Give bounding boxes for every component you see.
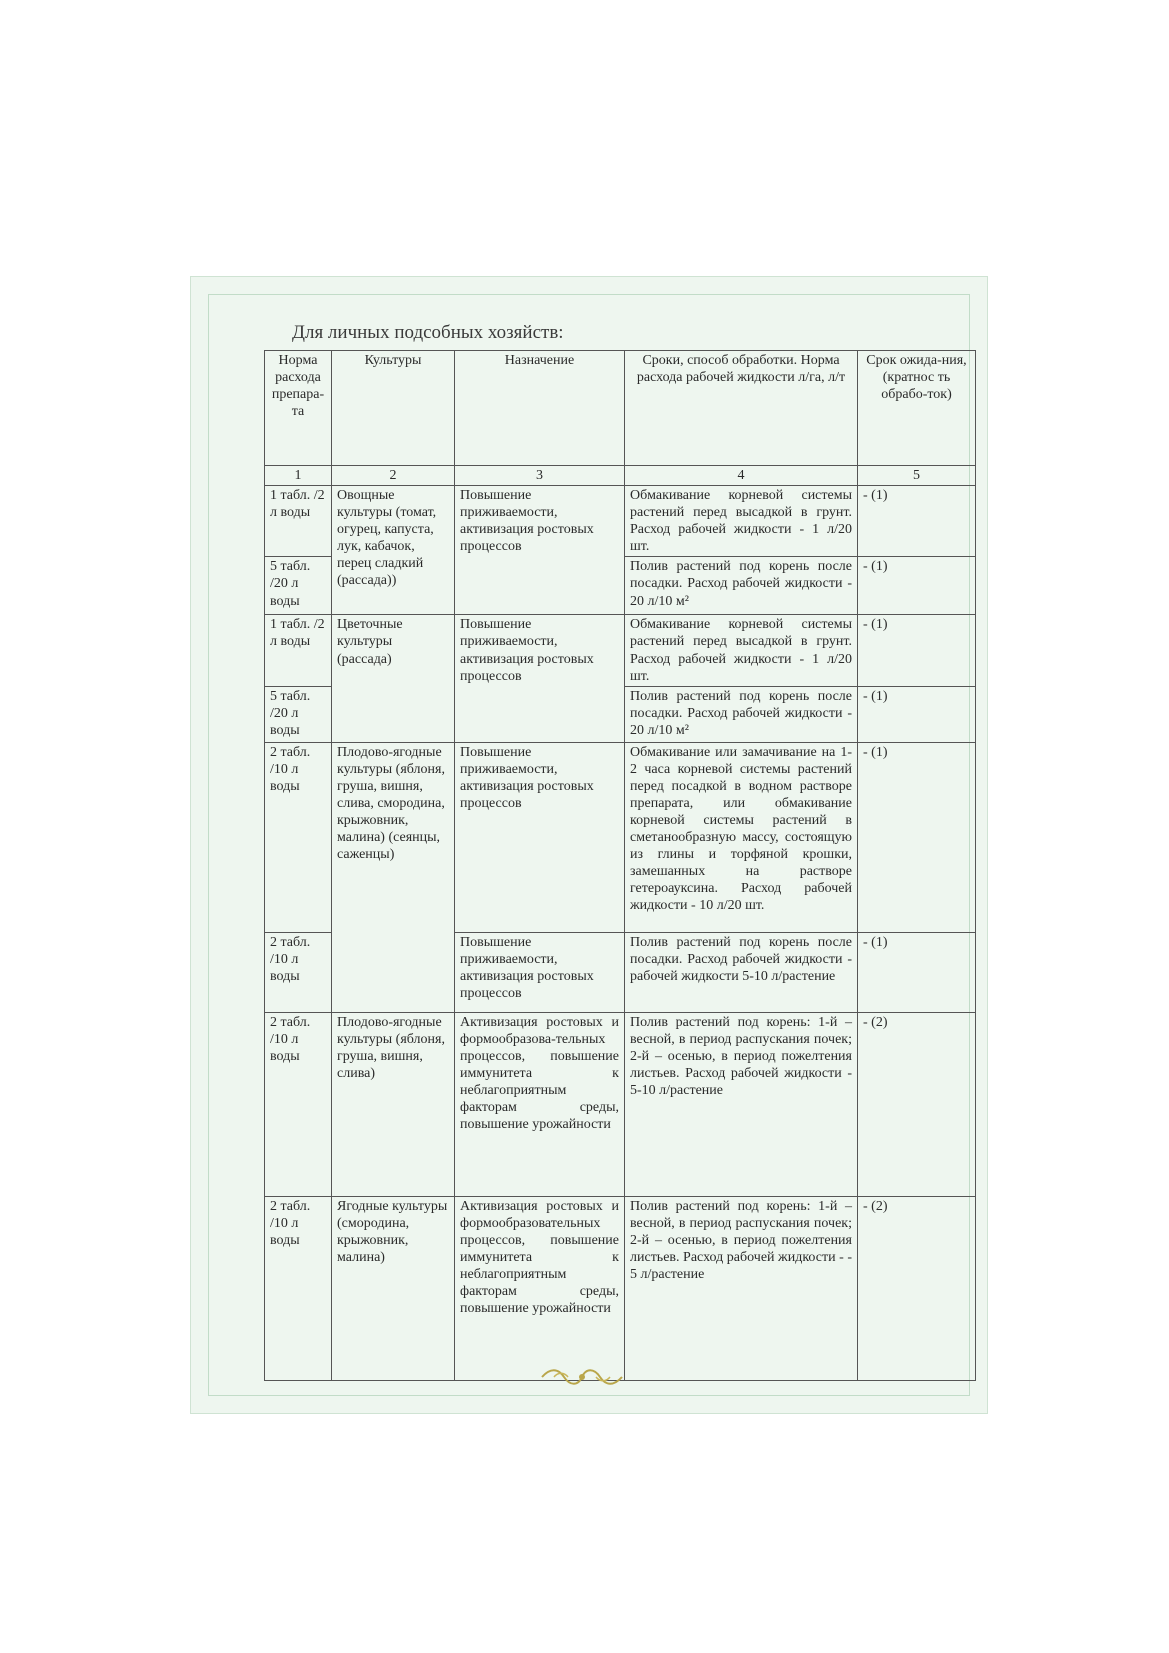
table-row [265,1012,976,1196]
wait-cell: - (2) [858,1012,976,1196]
header-wait: Срок ожида-ния, (кратнос ть обрабо-ток) [858,351,976,466]
norm-cell: 1 табл. /2 л воды [265,615,332,686]
ornament-icon [540,1366,624,1388]
method-cell: Полив растений под корень после посадки. Расход рабочей жидкости - рабочей жидкости 5-10 л/растение [625,932,858,1012]
method-cell: Полив растений под корень: 1-й – весной, в период распускания почек; 2-й – осенью, в период пожелтения листьев. Расход рабочей жидкости - 5-10 л/растение [625,1012,858,1196]
column-number: 5 [858,466,976,486]
table-row [265,1196,976,1380]
method-cell: Полив растений под корень после посадки. Расход рабочей жидкости - 20 л/10 м² [625,557,858,615]
header-crops: Культуры [332,351,455,466]
section-heading: Для личных подсобных хозяйств: [292,322,564,343]
column-number: 4 [625,466,858,486]
header-row [265,351,976,466]
norm-cell: 2 табл. /10 л воды [265,1196,332,1380]
column-number: 3 [455,466,625,486]
purpose-cell: Активизация ростовых и формообразовательных процессов, повышение иммунитета к неблагоприятным факторам среды, повышение урожайности [455,1196,625,1380]
method-cell: Обмакивание или замачивание на 1-2 часа корневой системы растений перед посадкой в водном растворе препарата, или обмакивание корневой системы растений в сметанообразную массу, состоящую из глины и торфяной крошки, замешанных на растворе гетероауксина. Расход рабочей жидкости - 10 л/20 шт. [625,742,858,932]
method-cell: Обмакивание корневой системы растений перед высадкой в грунт. Расход рабочей жидкости - 1 л/20 шт. [625,486,858,557]
number-row [265,466,976,486]
crop-cell: Овощные культуры (томат, огурец, капуста, лук, кабачок, перец сладкий (рассада)) [332,486,455,615]
norm-cell: 2 табл. /10 л воды [265,742,332,932]
wait-cell: - (1) [858,742,976,932]
crop-cell: Плодово-ягодные культуры (яблоня, груша, вишня, слива) [332,1012,455,1196]
header-purpose: Назначение [455,351,625,466]
wait-cell: - (2) [858,1196,976,1380]
method-cell: Обмакивание корневой системы растений перед высадкой в грунт. Расход рабочей жидкости - 1 л/20 шт. [625,615,858,686]
header-method: Сроки, способ обработки. Норма расхода рабочей жидкости л/га, л/т [625,351,858,466]
wait-cell: - (1) [858,486,976,557]
purpose-cell: Активизация ростовых и формообразова-тельных процессов, повышение иммунитета к неблагоприятным факторам среды, повышение урожайности [455,1012,625,1196]
purpose-cell: Повышение приживаемости, активизация ростовых процессов [455,742,625,932]
table-row [265,615,976,686]
wait-cell: - (1) [858,932,976,1012]
norm-cell: 5 табл. /20 л воды [265,686,332,742]
crop-cell: Цветочные культуры (рассада) [332,615,455,742]
purpose-cell: Повышение приживаемости, активизация ростовых процессов [455,615,625,742]
norm-cell: 2 табл. /10 л воды [265,932,332,1012]
norm-cell: 5 табл. /20 л воды [265,557,332,615]
wait-cell: - (1) [858,686,976,742]
method-cell: Полив растений под корень: 1-й – весной, в период распускания почек; 2-й – осенью, в период пожелтения листьев. Расход рабочей жидкости - - 5 л/растение [625,1196,858,1380]
norm-cell: 2 табл. /10 л воды [265,1012,332,1196]
treatment-table [264,350,976,1381]
crop-cell: Плодово-ягодные культуры (яблоня, груша, вишня, слива, смородина, крыжовник, малина) (сеянцы, саженцы) [332,742,455,1012]
table-row [265,486,976,557]
header-norm: Норма расхода препара-та [265,351,332,466]
method-cell: Полив растений под корень после посадки. Расход рабочей жидкости - 20 л/10 м² [625,686,858,742]
wait-cell: - (1) [858,557,976,615]
crop-cell: Ягодные культуры (смородина, крыжовник, малина) [332,1196,455,1380]
purpose-cell: Повышение приживаемости, активизация ростовых процессов [455,932,625,1012]
column-number: 1 [265,466,332,486]
wait-cell: - (1) [858,615,976,686]
norm-cell: 1 табл. /2 л воды [265,486,332,557]
purpose-cell: Повышение приживаемости, активизация ростовых процессов [455,486,625,615]
table-row [265,742,976,932]
column-number: 2 [332,466,455,486]
